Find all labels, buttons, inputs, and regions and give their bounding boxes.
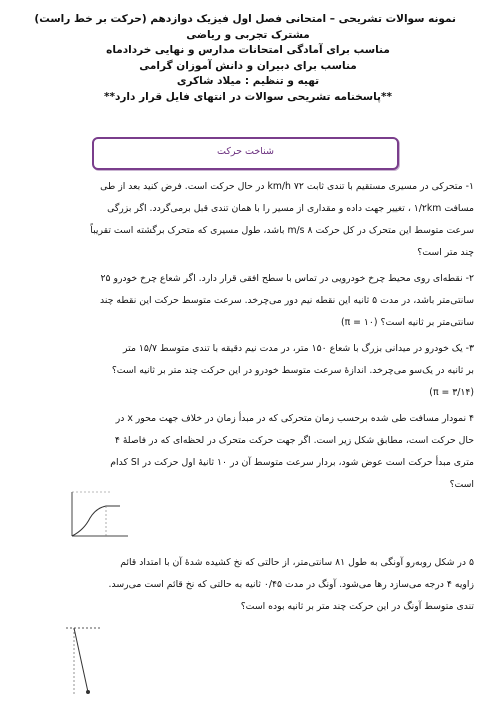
question-2-line-3: سانتی‌متر بر ثانیه است؟ (π = ۱۰) (340, 317, 474, 328)
question-3 (28, 338, 474, 404)
question-3-line-2: بر ثانیه در یک‌سو می‌چرخد. اندازهٔ سرعت متوسط خودرو در این حرکت چند متر بر ثانیه است؟ (111, 365, 474, 376)
pendulum-string (74, 628, 88, 692)
question-1-line-2: مسافت ۱/۲km ، تغییر جهت داده و مقداری از مسیر را با همان تندی قبل برمی‌گردد. اگر بزرگی (107, 203, 474, 214)
header-title: نمونه سوالات تشریحی – امتحانی فصل اول فیزیک دوازدهم (حرکت بر خط راست) (34, 13, 456, 25)
header-subtitle: مشترک تجربی و ریاضی (186, 28, 310, 41)
question-5-line-3: تندی متوسط آونگ در این حرکت چند متر بر ثانیه بوده است؟ (240, 601, 474, 612)
question-1-line-4: چند متر است؟ (417, 247, 474, 258)
question-2 (28, 268, 474, 334)
document-header (34, 12, 456, 105)
question-3-line-3: (π = ۳/۱۴) (429, 387, 474, 398)
header-suitability: مناسب برای آمادگی امتحانات مدارس و نهایی خردادماه (106, 44, 390, 56)
question-5-line-2: زاویه ۴ درجه می‌سازد رها می‌شود. آونگ در مدت ۰/۴۵ ثانیه به حالتی که نخ قائم است می‌رسد. (108, 579, 474, 590)
section-title: شناخت حرکت (217, 146, 274, 157)
question-4-line-3: متری مبدأ حرکت است عوض شود، بردار سرعت متوسط آن در ۱۰ ثانیهٔ اول حرکت در SI کدام (110, 457, 474, 468)
question-4-line-4: است؟ (449, 479, 474, 490)
graph-curve (72, 506, 120, 536)
header-author: تهیه و تنظیم : میلاد شاکری (176, 75, 320, 87)
question-1 (28, 176, 474, 264)
question-1-line-3: سرعت متوسط این متحرک در کل حرکت ۸ m/s باشد، طول مسیری که متحرک برگشته است تقریباً (90, 225, 474, 236)
question-2-line-1: ۲- نقطه‌ای روی محیط چرخ خودرویی در تماس با سطح افقی قرار دارد. اگر شعاع چرخ خودرو ۲۵ (100, 273, 474, 284)
pendulum-bob (86, 690, 90, 694)
distance-time-graph-figure (64, 486, 134, 542)
question-1-line-1: ۱- متحرکی در مسیری مستقیم با تندی ثابت ۷۲ km/h در حال حرکت است. فرض کنید بعد از طی (100, 181, 474, 192)
header-answer-note: **پاسخنامه تشریحی سوالات در انتهای فایل قرار دارد** (104, 90, 392, 103)
question-4 (28, 408, 474, 496)
question-3-line-1: ۳- یک خودرو در میدانی بزرگ با شعاع ۱۵۰ متر، در مدت نیم دقیقه با تندی متوسط ۱۵/۷ متر (123, 343, 474, 354)
question-5 (28, 552, 474, 618)
section-title-box (92, 137, 399, 170)
question-4-line-2: حال حرکت است، مطابق شکل زیر است. اگر جهت حرکت متحرک در لحظه‌ای که در فاصلهٔ ۴ (114, 435, 474, 446)
question-2-line-2: سانتی‌متر باشد، در مدت ۵ ثانیه این نقطه نیم دور می‌چرخد. سرعت متوسط حرکت این نقطه چند (100, 295, 474, 306)
pendulum-figure (60, 622, 120, 698)
question-4-line-1: ۴ نمودار مسافت طی شده برحسب زمان متحرکی که در مبدأ زمان در خلاف جهت محور x در (115, 413, 474, 424)
header-audience: مناسب برای دبیران و دانش آموزان گرامی (139, 59, 357, 72)
question-5-line-1: ۵ در شکل روبه‌رو آونگی به طول ۸۱ سانتی‌متر، از حالتی که نخ کشیده شدهٔ آن با امتداد قائم (120, 557, 474, 568)
